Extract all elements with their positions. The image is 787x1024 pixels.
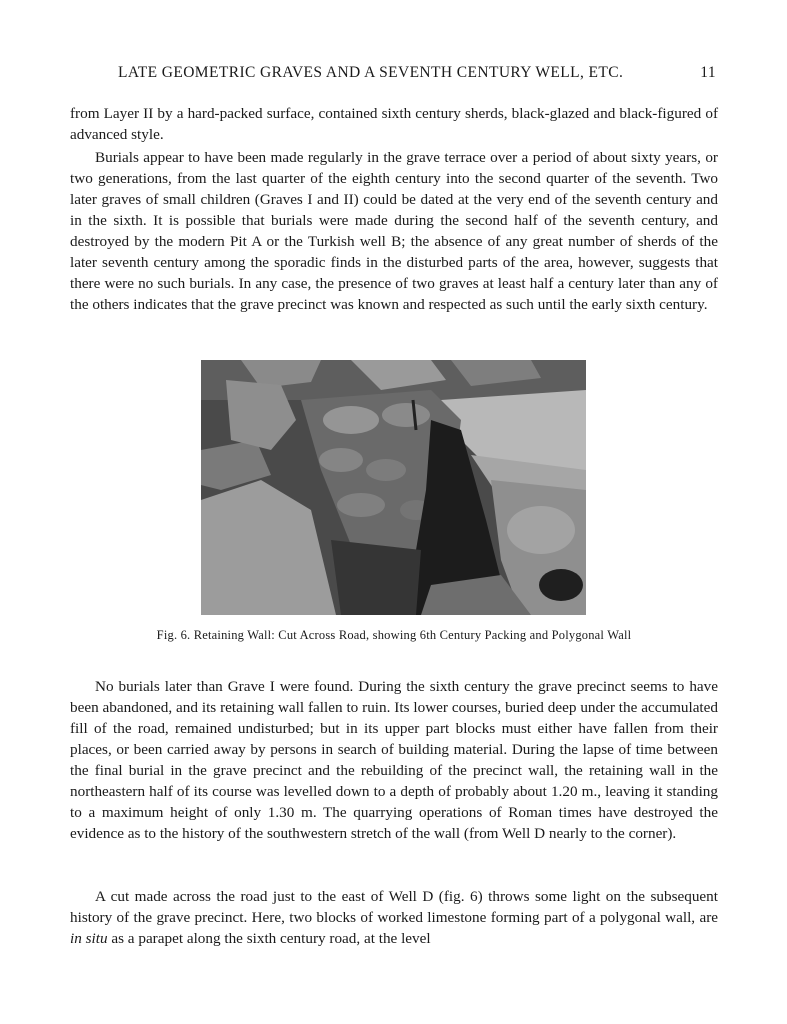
excavation-photo [201, 360, 586, 615]
page-number: 11 [700, 64, 716, 81]
paragraph-continuation: from Layer II by a hard-packed surface, contained sixth century sherds, black-glazed and black-figured of advanced style. [70, 105, 718, 143]
figure-caption: Fig. 6. Retaining Wall: Cut Across Road, showing 6th Century Packing and Polygonal Wall [156, 628, 632, 642]
paragraph-burials: Burials appear to have been made regularly in the grave terrace over a period of about sixty years, or two generations, from the last quarter of the eighth century into the second quarter of the seventh. Two later graves of small children (Graves I and II) could be dated at the very end of the seventh century and in the sixth. It is possible that burials were made during the second half of the seventh century, and destroyed by the modern Pit A or the Turkish well B; the absence of any great number of sherds of the later seventh century among the sporadic finds in the disturbed parts of the area, however, suggests that there were no such burials. In any case, the presence of two graves at least half a century later than any of the others indicates that the grave precinct was known and respected as such until the early sixth century. [70, 149, 718, 313]
paragraph-cut-across-road [70, 886, 718, 949]
running-head: LATE GEOMETRIC GRAVES AND A SEVENTH CENTURY WELL, ETC. [118, 64, 624, 81]
p4-text-end: as a parapet along the sixth century road, at the level [107, 930, 431, 947]
figure-6-photo [201, 360, 586, 615]
page-header [70, 64, 720, 88]
p4-text-start: A cut made across the road just to the east of Well D (fig. 6) throws some light on the subsequent history of the grave precinct. Here, two blocks of worked limestone forming part of a polygonal wall, are [70, 888, 718, 926]
paragraph-no-burials: No burials later than Grave I were found. During the sixth century the grave precinct seems to have been abandoned, and its retaining wall fallen to ruin. Its lower courses, buried deep under the accumulated fill of the road, remained undisturbed; but in its upper part blocks must either have fallen from their places, or been carried away by persons in search of building material. During the lapse of time between the final burial in the grave precinct and the rebuilding of the precinct wall, the retaining wall in the northeastern half of its course was levelled down to a depth of probably about 1.20 m., leaving it standing to a maximum height of only 1.30 m. The quarrying operations of Roman times have destroyed the evidence as to the history of the southwestern stretch of the wall (from Well D nearly to the corner). [70, 678, 718, 842]
p4-italic-in-situ: in situ [70, 930, 108, 947]
